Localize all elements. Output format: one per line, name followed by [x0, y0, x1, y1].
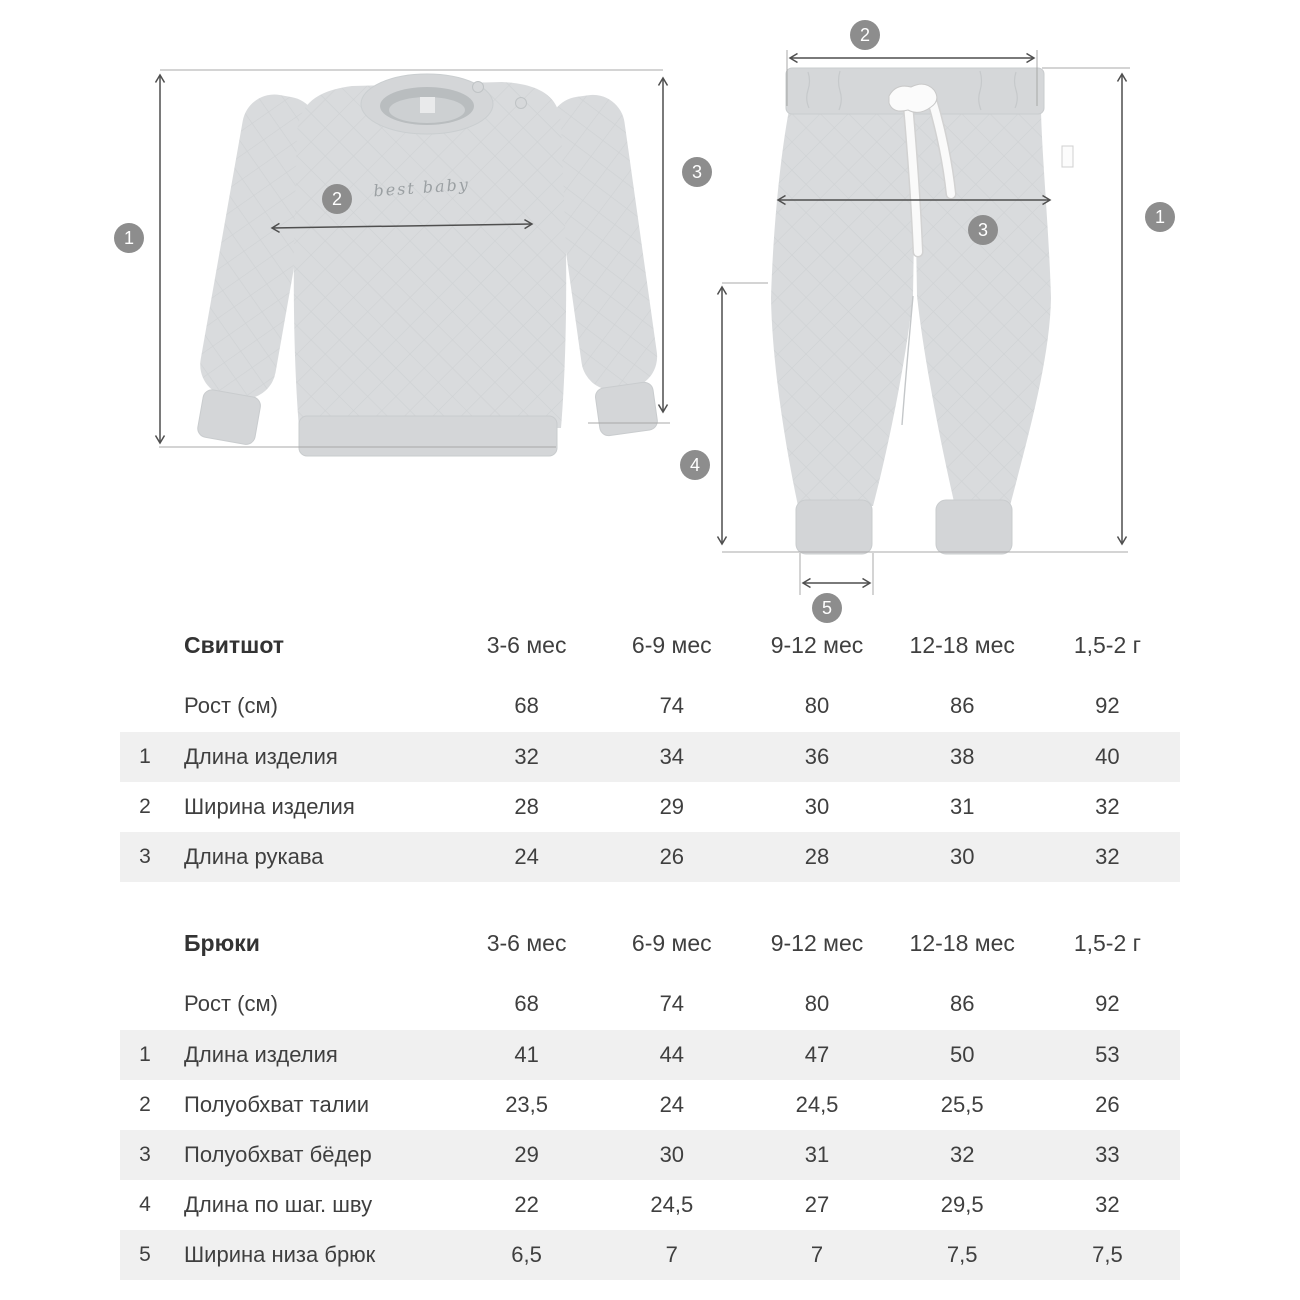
snap-button-icon: [516, 98, 527, 109]
size-header: 6-9 мес: [631, 929, 712, 956]
sweatshirt-illustration: [187, 74, 667, 456]
size-header: 3-6 мес: [486, 929, 567, 956]
size-header: 1,5-2 г: [1073, 929, 1142, 956]
pants-illustration: [771, 68, 1073, 554]
table-row: [120, 732, 1180, 782]
cell-value: 29,5: [940, 1192, 984, 1217]
cell-value: 24,5: [650, 1192, 694, 1217]
cell-value: 50: [949, 1042, 975, 1067]
cell-value: 26: [659, 844, 685, 869]
cell-value: 74: [659, 693, 685, 718]
sweatshirt-sleeve-marker: 3: [682, 157, 712, 187]
table-row: [120, 1180, 1180, 1230]
cell-value: 32: [1095, 844, 1120, 869]
cell-value: 7,5: [1092, 1242, 1123, 1267]
sweatshirt-width-marker: 2: [322, 184, 352, 214]
cell-value: 40: [1095, 744, 1120, 769]
cell-value: 32: [1095, 794, 1120, 819]
cell-value: 27: [804, 1192, 830, 1217]
cell-value: 53: [1095, 1042, 1120, 1067]
cell-value: 86: [949, 693, 975, 718]
pants-size-table: [120, 920, 1180, 1280]
cell-value: 22: [514, 1192, 539, 1217]
snap-button-icon: [473, 82, 484, 93]
cell-value: 24: [514, 844, 539, 869]
collar-label: [420, 97, 435, 113]
pants-length-marker: 1: [1145, 202, 1175, 232]
row-label: Длина рукава: [184, 844, 324, 869]
table-header-row: [120, 622, 1180, 668]
cell-value: 68: [514, 693, 539, 718]
table-row: [120, 782, 1180, 832]
row-number: 2: [139, 1093, 151, 1116]
row-label: Длина изделия: [184, 744, 338, 769]
row-number: 1: [139, 745, 151, 768]
cell-value: 80: [804, 693, 830, 718]
brand-embroidery-text: best baby: [372, 174, 471, 201]
row-number: 2: [139, 795, 151, 818]
cell-value: 47: [804, 1042, 830, 1067]
cell-value: 28: [804, 844, 830, 869]
table-title: Брюки: [184, 929, 260, 956]
cell-value: 24,5: [795, 1092, 839, 1117]
table-header-row: [120, 920, 1180, 966]
cell-value: 23,5: [505, 1092, 549, 1117]
row-number: 1: [139, 1043, 151, 1066]
row-label: Рост (см): [184, 991, 278, 1016]
pants-inseam-marker: 4: [680, 450, 710, 480]
table-row: [120, 1130, 1180, 1180]
cell-value: 32: [514, 744, 539, 769]
cell-value: 30: [659, 1142, 685, 1167]
size-header: 12-18 мес: [909, 631, 1015, 658]
cell-value: 30: [949, 844, 975, 869]
cell-value: 24: [659, 1092, 685, 1117]
cell-value: 34: [659, 744, 685, 769]
size-header: 6-9 мес: [631, 631, 712, 658]
cell-value: 38: [949, 744, 975, 769]
sweatshirt-size-table: [120, 622, 1180, 882]
size-header: 9-12 мес: [770, 929, 864, 956]
row-label: Полуобхват талии: [184, 1092, 370, 1117]
cell-value: 25,5: [940, 1092, 984, 1117]
side-tag: [1062, 146, 1073, 167]
cell-value: 7: [665, 1242, 678, 1267]
cell-value: 33: [1095, 1142, 1120, 1167]
table-row: [120, 1030, 1180, 1080]
size-header: 1,5-2 г: [1073, 631, 1142, 658]
cell-value: 32: [1095, 1192, 1120, 1217]
cell-value: 31: [804, 1142, 830, 1167]
cell-value: 29: [514, 1142, 539, 1167]
cell-value: 28: [514, 794, 539, 819]
cell-value: 92: [1095, 693, 1120, 718]
pants-hem-marker: 5: [812, 593, 842, 623]
row-label: Длина по шаг. шву: [184, 1192, 373, 1217]
row-number: 3: [139, 845, 151, 868]
cell-value: 6,5: [511, 1242, 542, 1267]
size-header: 12-18 мес: [909, 929, 1015, 956]
row-number: 4: [139, 1193, 151, 1216]
cell-value: 92: [1095, 991, 1120, 1016]
garments-diagram: [0, 0, 1300, 620]
table-row: [120, 1080, 1180, 1130]
cell-value: 68: [514, 991, 539, 1016]
row-label: Длина изделия: [184, 1042, 338, 1067]
size-header: 3-6 мес: [486, 631, 567, 658]
growth-row: [120, 978, 1180, 1030]
cell-value: 32: [949, 1142, 975, 1167]
cell-value: 86: [949, 991, 975, 1016]
table-row: [120, 1230, 1180, 1280]
cell-value: 7: [810, 1242, 824, 1267]
cell-value: 29: [659, 794, 685, 819]
cell-value: 44: [659, 1042, 685, 1067]
row-label: Рост (см): [184, 693, 278, 718]
row-label: Полуобхват бёдер: [184, 1142, 372, 1167]
row-number: 3: [139, 1143, 151, 1166]
cell-value: 41: [514, 1042, 539, 1067]
row-label: Ширина изделия: [184, 794, 355, 819]
sweatshirt-length-marker: 1: [114, 223, 144, 253]
cell-value: 30: [804, 794, 830, 819]
cell-value: 36: [804, 744, 830, 769]
drawstring-knot: [889, 84, 937, 112]
row-number: 5: [139, 1243, 151, 1266]
row-label: Ширина низа брюк: [184, 1242, 376, 1267]
cell-value: 74: [659, 991, 685, 1016]
pants-hip-marker: 3: [968, 215, 998, 245]
table-row: [120, 832, 1180, 882]
cell-value: 80: [804, 991, 830, 1016]
cell-value: 7,5: [946, 1242, 978, 1267]
cell-value: 26: [1095, 1092, 1120, 1117]
cell-value: 31: [949, 794, 975, 819]
pants-waist-marker: 2: [850, 20, 880, 50]
table-title: Свитшот: [184, 631, 285, 658]
size-header: 9-12 мес: [770, 631, 864, 658]
growth-row: [120, 680, 1180, 732]
